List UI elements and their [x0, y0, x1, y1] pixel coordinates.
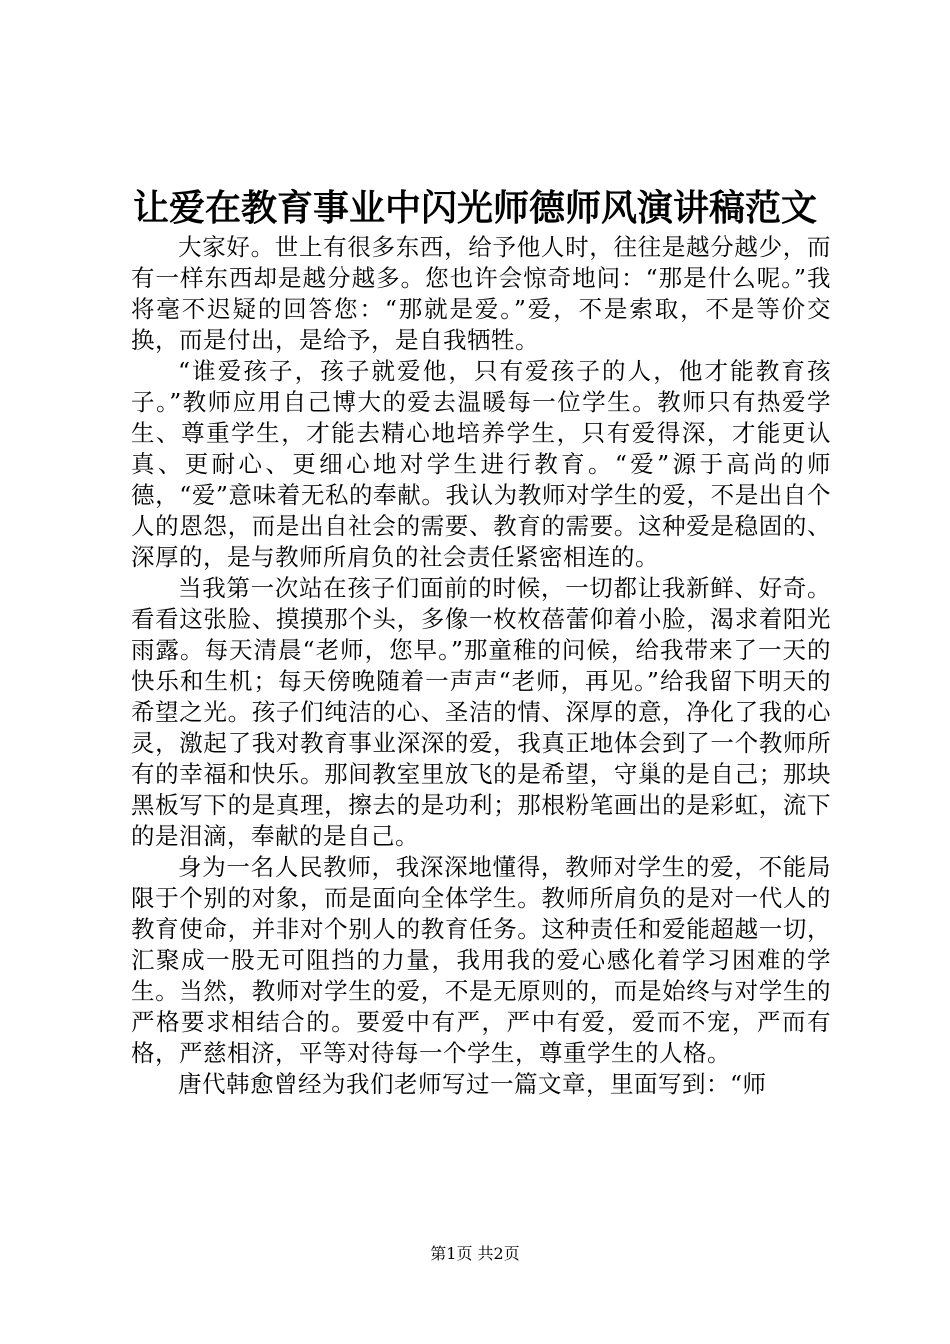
paragraph: 大家好。世上有很多东西，给予他人时，往往是越分越少，而有一样东西却是越分越多。您也许会惊奇地问：“那是什么呢。”我将毫不迟疑的回答您：“那就是爱。”爱，不是索取，不是等价交换，而是付出，是给予，是自我牺牲。 [131, 233, 831, 354]
paragraph: 唐代韩愈曾经为我们老师写过一篇文章，里面写到：“师 [178, 1070, 767, 1098]
paragraph: 身为一名人民教师，我深深地懂得，教师对学生的爱，不能局限于个别的对象，而是面向全体学生。教师所肩负的是对一代人的教育使命，并非对个别人的教育任务。这种责任和爱能超越一切，汇聚成一股无可阻挡的力量，我用我的爱心感化着学习困难的学生。当然，教师对学生的爱，不是无原则的，而是始终与对学生的严格要求相结合的。要爱中有严，严中有爱，爱而不宠，严而有格，严慈相济，平等对待每一个学生，尊重学生的人格。 [131, 853, 831, 1067]
paragraph: 当我第一次站在孩子们面前的时候，一切都让我新鲜、好奇。看看这张脸、摸摸那个头，多像一枚枚蓓蕾仰着小脸，渴求着阳光雨露。每天清晨“老师，您早。”那童稚的问候，给我带来了一天的快乐和生机；每天傍晚随着一声声“老师，再见。”给我留下明天的希望之光。孩子们纯洁的心、圣洁的情、深厚的意，净化了我的心灵，激起了我对教育事业深深的爱，我真正地体会到了一个教师所有的幸福和快乐。那间教室里放飞的是希望，守巢的是自己；那块黑板写下的是真理，擦去的是功利；那根粉笔画出的是彩虹，流下的是泪滴，奉献的是自己。 [131, 574, 831, 850]
page-number-footer: 第1页 共2页 [430, 1244, 520, 1263]
paragraph: “谁爱孩子，孩子就爱他，只有爱孩子的人，他才能教育孩子。”教师应用自己博大的爱去温暖每一位学生。教师只有热爱学生、尊重学生，才能去精心地培养学生，只有爱得深，才能更认真、更耐心、更细心地对学生进行教育。“爱”源于高尚的师德，“爱”意味着无私的奉献。我认为教师对学生的爱，不是出自个人的恩怨，而是出自社会的需要、教育的需要。这种爱是稳固的、深厚的，是与教师所肩负的社会责任紧密相连的。 [131, 357, 831, 571]
document-body [131, 232, 831, 1100]
page-title: 让爱在教育事业中闪光师德师风演讲稿范文 [132, 187, 817, 229]
